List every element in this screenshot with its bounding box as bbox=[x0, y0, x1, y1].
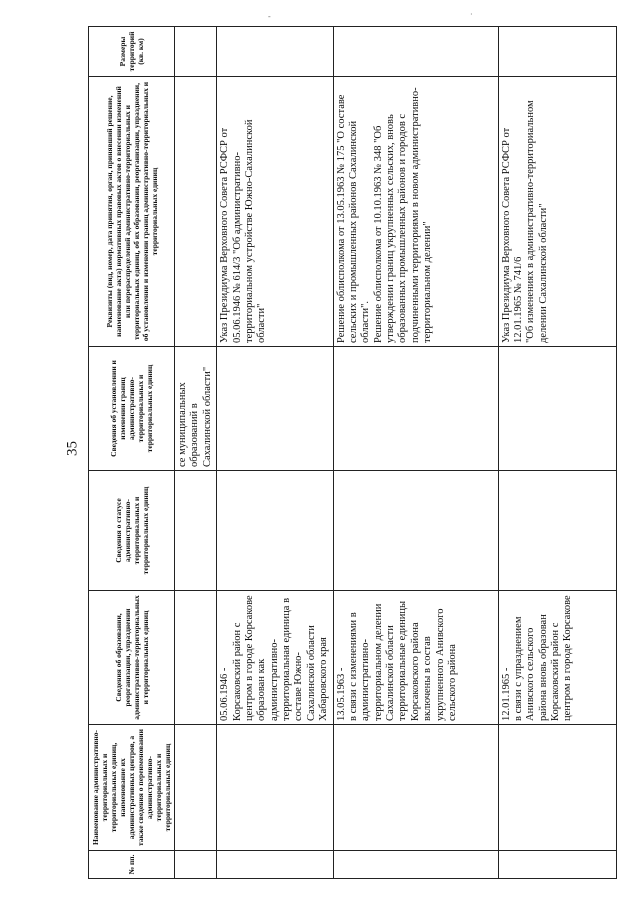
cell-name bbox=[333, 725, 498, 851]
rotated-page bbox=[88, 27, 603, 879]
cell-name bbox=[498, 725, 616, 851]
cell-borders bbox=[333, 347, 498, 471]
table-row bbox=[175, 27, 217, 879]
header-formation: Сведения об образовании, реорганизации, упразднении административно-территориальных и территориальных единиц bbox=[89, 591, 175, 725]
scan-speck: · bbox=[470, 10, 473, 19]
cell-number bbox=[217, 851, 333, 879]
territorial-registry-table bbox=[88, 26, 617, 879]
table-row bbox=[498, 27, 616, 879]
table-row bbox=[217, 27, 333, 879]
cell-area bbox=[175, 27, 217, 77]
page-number: 35 bbox=[64, 441, 81, 456]
cell-number bbox=[498, 851, 616, 879]
cell-name bbox=[175, 725, 217, 851]
cell-area bbox=[333, 27, 498, 77]
cell-area bbox=[217, 27, 333, 77]
header-acts: Реквизиты (вид, номер, дата принятия, орган, принявший решение, наименование акта) нормативных правовых актов о внесении изменений или перераспределений административно-территориальных и территориальных единиц, об их образовании, реорганизации, упразднении, об установлении и изменении границ административно-территориальных и территориальных единиц bbox=[89, 77, 175, 347]
cell-borders: се муниципальных образований в Сахалинской области" bbox=[175, 347, 217, 471]
cell-status bbox=[333, 471, 498, 591]
header-status: Сведения о статусе административно-территориальных и территориальных единиц bbox=[89, 471, 175, 591]
cell-acts: Указ Президиума Верховного Совета РСФСР от 12.01.1965 № 741/6 "Об изменениях в административно-территориальном делении Сахалинской области" bbox=[498, 77, 616, 347]
cell-borders bbox=[217, 347, 333, 471]
cell-number bbox=[175, 851, 217, 879]
header-area: Размеры территорий (кв. км) bbox=[89, 27, 175, 77]
scan-speck: - bbox=[268, 12, 271, 21]
table-stage bbox=[88, 27, 603, 879]
cell-formation: 05.06.1946 - Корсаковский район с центром в городе Корсакове образован как административно-территориальная единица в составе Южно-Сахалинской области Хабаровского края bbox=[217, 591, 333, 725]
cell-formation: 12.01.1965 - в связи с упразднением Анивского сельского района вновь образован Корсаковский район с центром в городе Корсакове bbox=[498, 591, 616, 725]
cell-name bbox=[217, 725, 333, 851]
cell-acts: Решение облисполкома от 13.05.1963 № 175 "О составе сельских и промышленных районов Сахалинской области". Решение облисполкома от 10.10.1963 № 348 "Об утверждении границ укрупненных сельских, вновь образованных промышленных районов и городов с подчиненными территориями в новом административно-территориальном делении" bbox=[333, 77, 498, 347]
header-borders: Сведения об установлении и изменении границ административно-территориальных и территориальных единиц bbox=[89, 347, 175, 471]
header-row bbox=[89, 27, 175, 879]
cell-number bbox=[333, 851, 498, 879]
cell-area bbox=[498, 27, 616, 77]
cell-formation: 13.05.1963 - в связи с изменениями в административно-территориальном делении Сахалинской области территориальные единицы Корсаковского района включены в состав укрупненного Анивского сельского района bbox=[333, 591, 498, 725]
cell-borders bbox=[498, 347, 616, 471]
cell-status bbox=[498, 471, 616, 591]
cell-acts bbox=[175, 77, 217, 347]
header-number: № пп. bbox=[89, 851, 175, 879]
cell-acts: Указ Президиума Верховного Совета РСФСР от 05.06.1946 № 614/3 "Об административно-территориальном устройстве Южно-Сахалинской области" bbox=[217, 77, 333, 347]
header-name: Наименование административно-территориальных и территориальных единиц, наименование их административных центров, а также сведения о переименовании административно-территориальных и территориальных единиц bbox=[89, 725, 175, 851]
cell-status bbox=[217, 471, 333, 591]
cell-formation bbox=[175, 591, 217, 725]
cell-status bbox=[175, 471, 217, 591]
table-row bbox=[333, 27, 498, 879]
